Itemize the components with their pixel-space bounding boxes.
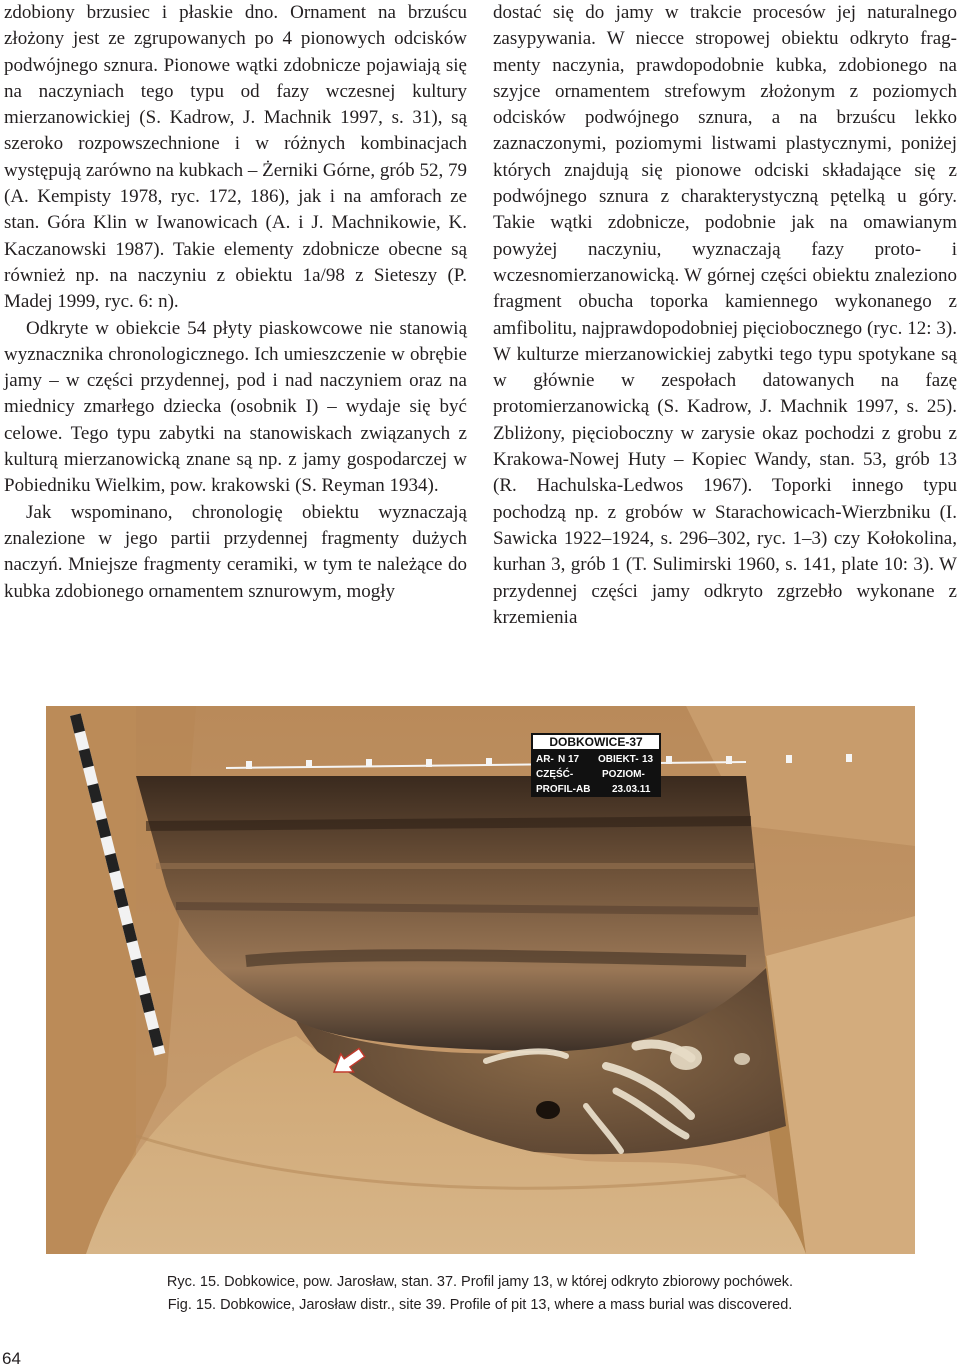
sign-obiekt-label: OBIEKT- <box>598 754 639 765</box>
text-column-right <box>493 0 957 631</box>
excavation-photo <box>46 706 915 1254</box>
sign-profil-label: PROFIL-AB <box>536 784 591 795</box>
paragraph: Odkryte w obiekcie 54 płyty piaskowcowe nie stanowią wyznacznika chronologicznego. Ich umieszczenie w obrębie jamy – w części przydennej, pod i nad naczyniem oraz na miednicy zmarłego dziecka (osobnik I) – wydaje się być celowe. Tego typu zabytki na stanowiskach związanych z kulturą mierzanowicką znane są np. z jamy gospodarczej w Pobiedniku Wielkim, pow. krakowski (S. Reyman 1934). <box>4 317 467 497</box>
sign-poziom-label: POZIOM- <box>602 769 645 780</box>
figure-caption <box>0 1271 960 1317</box>
text-column-left <box>4 0 467 605</box>
paragraph: Jak wspominano, chronologię obiektu wyznaczają znalezione w jego partii przydennej fragmenty dużych naczyń. Mniejsze fragmenty ceramiki, w tym te należące do kubka zdobionego ornamentem sznurowym, mogły <box>4 501 467 602</box>
page-number: 64 <box>2 1349 21 1368</box>
sign-title: DOBKOWICE-37 <box>549 735 643 749</box>
paragraph: dostać się do jamy w trakcie procesów jej naturalnego zasypywania. W niecce stropowej obiektu odkryto fragmenty naczynia, prawdopodobnie kubka, zdobionego na szyjce ornamentem strefowym złożonym z poziomych odcisków podwójnego sznura, a na brzuścu lekko zaznaczonymi, poziomymi listwami plastycznymi, poniżej których znajdują się pionowe odciski składające się z podwójnego sznura z charakterystyczną pętelką u góry. Takie wątki zdobnicze, podobnie jak na omawianym powyżej naczyniu, wyznaczają fazy proto- i wczesnomierzanowicką. W górnej części obiektu znaleziono fragment obucha toporka kamiennego wykonanego z amfibolitu, najprawdopodobniej pięciobocznego (ryc. 12: 3). W kulturze mierzanowickiej zabytki tego typu spotykane są w głównie w zespołach datowanych na fazę protomierzanowicką (S. Kadrow, J. Machnik 1997, s. 25). Zbliżony, pięcioboczny w zarysie okaz pochodzi z grobu z Krakowa-Nowej Huty – Kopiec Wandy, stan. 53, grób 13 (R. Hachulska-Ledwos 1967). Toporki innego typu pochodzą np. z grobów w Starachowicach-Wierzbniku (I. Sawicka 1922–1924, s. 296–302, ryc. 1–3) czy Kołokolina, kurhan 3, grób 1 (T. Sulimirski 1960, s. 141, plate 10: 3). W przydennej części jamy odkryto zgrzebło wykonane z krzemienia <box>493 2 957 628</box>
excavation-sign <box>531 733 661 797</box>
paragraph: zdobiony brzusiec i płaskie dno. Ornament na brzuścu złożony jest ze zgrupowanych po 4 pionowych odcisków podwójnego sznura. Pionowe wątki zdobnicze pojawiają się na naczyniach tego typu od fazy wczesnej kultury mierzanowickiej (S. Kadrow, J. Machnik 1997, s. 31), są szeroko rozpowszechnione i w różnych kombinacjach występują zarówno na kubkach – Żerniki Górne, grób 52, 79 (A. Kempisty 1978, ryc. 172, 186), jak i na amforach ze stan. Góra Klin w Iwanowicach (A. i J. Machnikowie, K. Kaczanowski 1987). Takie elementy zdobnicze obecne są również np. na naczyniu z obiektu 1a/98 z Sieteszy (P. Madej 1999, ryc. 6: n). <box>4 2 467 313</box>
sign-ar-label: AR- <box>536 754 554 765</box>
sign-date: 23.03.11 <box>612 784 651 795</box>
caption-polish: Ryc. 15. Dobkowice, pow. Jarosław, stan. 37. Profil jamy 13, w której odkryto zbiorowy pochówek. <box>166 1274 794 1290</box>
sign-ar-value: N 17 <box>558 754 580 765</box>
caption-english: Fig. 15. Dobkowice, Jarosław distr., site 39. Profile of pit 13, where a mass burial was discovered. <box>167 1297 793 1313</box>
sign-obiekt-value: 13 <box>642 754 654 765</box>
sign-czesc-label: CZĘŚĆ- <box>536 769 574 780</box>
